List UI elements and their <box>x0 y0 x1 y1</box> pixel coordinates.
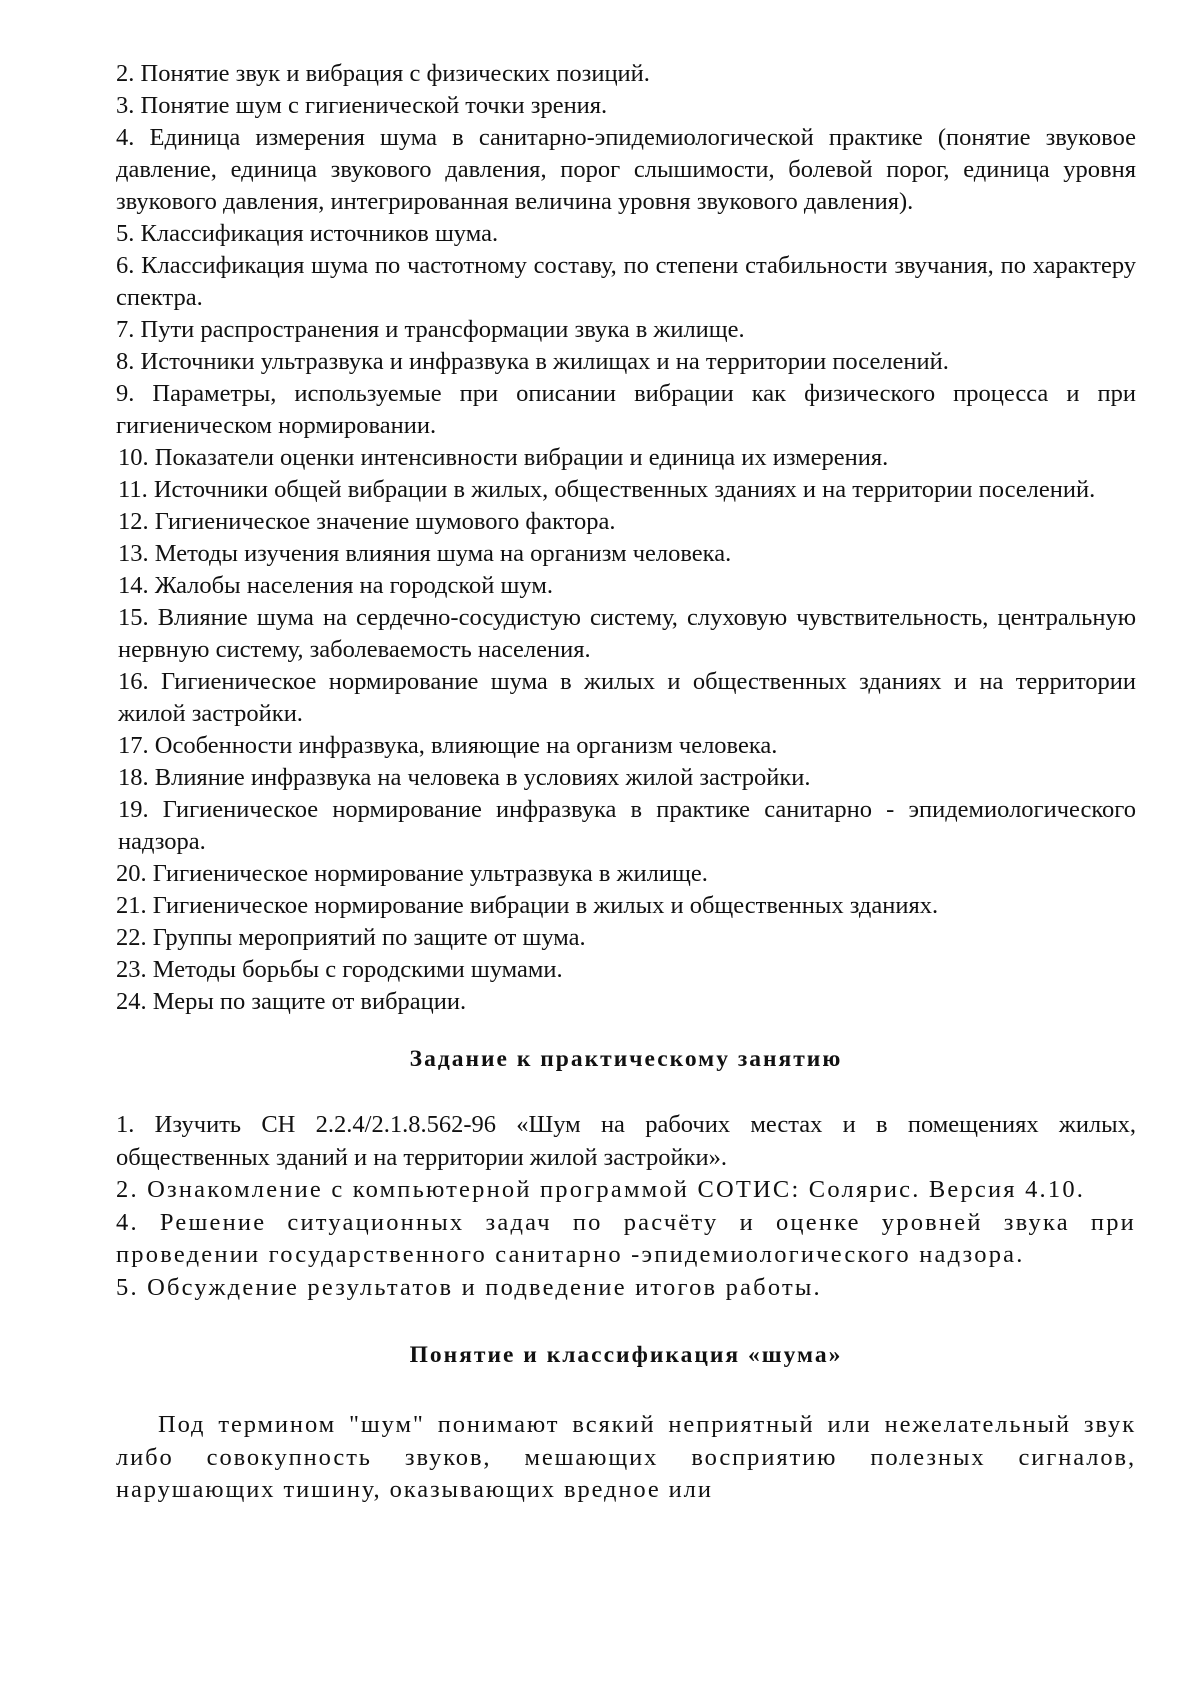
question-item: 16. Гигиеническое нормирование шума в жилых и общественных зданиях и на территории жилой застройки. <box>118 668 1136 727</box>
practice-task-item: 2. Ознакомление с компьютерной программой СОТИС: Солярис. Версия 4.10. <box>116 1176 1086 1203</box>
document-page <box>116 58 1136 1507</box>
question-item: 8. Источники ультразвука и инфразвука в жилищах и на территории поселений. <box>116 348 949 375</box>
practice-tasks-list <box>116 1109 1136 1304</box>
question-item: 14. Жалобы населения на городской шум. <box>118 572 553 599</box>
question-item: 4. Единица измерения шума в санитарно-эпидемиологической практике (понятие звуковое давление, единица звукового давления, порог слышимости, болевой порог, единица уровня звукового давления, интегрированная величина уровня звукового давления). <box>116 124 1136 215</box>
question-item: 17. Особенности инфразвука, влияющие на организм человека. <box>118 732 778 759</box>
question-item: 19. Гигиеническое нормирование инфразвука в практике санитарно - эпидемиологического надзора. <box>118 796 1136 855</box>
question-item: 9. Параметры, используемые при описании вибрации как физического процесса и при гигиеническом нормировании. <box>116 380 1136 439</box>
question-item: 20. Гигиеническое нормирование ультразвука в жилище. <box>116 860 708 887</box>
question-item: 2. Понятие звук и вибрация с физических позиций. <box>116 60 650 87</box>
practice-heading: Задание к практическому занятию <box>409 1046 843 1072</box>
concept-paragraph: Под термином "шум" понимают всякий неприятный или нежелательный звук либо совокупность звуков, мешающих восприятию полезных сигналов, нарушающих тишину, оказывающих вредное или <box>116 1411 1136 1503</box>
question-item: 22. Группы мероприятий по защите от шума. <box>116 924 586 951</box>
question-item: 18. Влияние инфразвука на человека в условиях жилой застройки. <box>118 764 811 791</box>
question-item: 24. Меры по защите от вибрации. <box>116 988 467 1015</box>
question-item: 21. Гигиеническое нормирование вибрации в жилых и общественных зданиях. <box>116 892 939 919</box>
questions-list <box>116 58 1136 1018</box>
question-item: 15. Влияние шума на сердечно-сосудистую систему, слуховую чувствительность, центральную нервную систему, заболеваемость населения. <box>118 604 1136 663</box>
question-item: 13. Методы изучения влияния шума на организм человека. <box>118 540 732 567</box>
practice-task-item: 5. Обсуждение результатов и подведение итогов работы. <box>116 1273 822 1301</box>
practice-task-item: 1. Изучить СН 2.2.4/2.1.8.562-96 «Шум на рабочих местах и в помещениях жилых, общественных зданий и на территории жилой застройки». <box>116 1111 1136 1171</box>
practice-task-item: 4. Решение ситуационных задач по расчёту и оценке уровней звука при проведении государственного санитарно -эпидемиологического надзора. <box>116 1208 1136 1268</box>
question-item: 10. Показатели оценки интенсивности вибрации и единица их измерения. <box>118 444 889 471</box>
question-item: 23. Методы борьбы с городскими шумами. <box>116 956 563 983</box>
question-item: 3. Понятие шум с гигиенической точки зрения. <box>116 92 608 119</box>
concept-heading: Понятие и классификация «шума» <box>409 1342 843 1368</box>
question-item: 6. Классификация шума по частотному составу, по степени стабильности звучания, по характеру спектра. <box>116 252 1136 311</box>
question-item: 7. Пути распространения и трансформации звука в жилище. <box>116 316 745 343</box>
question-item: 11. Источники общей вибрации в жилых, общественных зданиях и на территории поселений. <box>118 476 1096 503</box>
question-item: 12. Гигиеническое значение шумового фактора. <box>118 508 616 535</box>
question-item: 5. Классификация источников шума. <box>116 220 499 247</box>
